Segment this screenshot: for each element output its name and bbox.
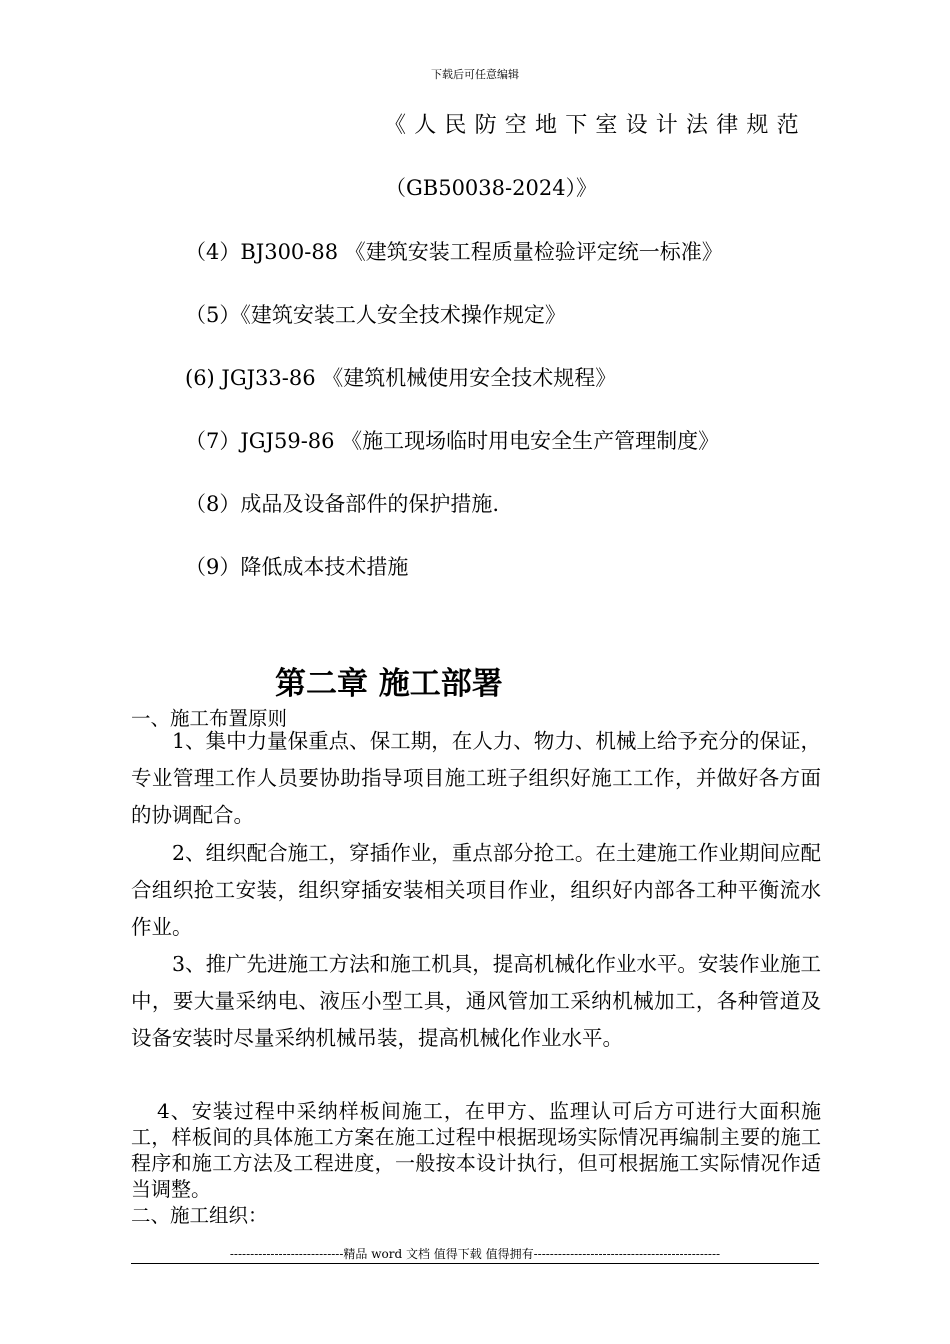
standard-title-line1: 《人民防空地下室设计法律规范 [384,113,807,138]
standard-item-7: （7）JGJ59-86 《施工现场临时用电安全生产管理制度》 [185,429,720,453]
standard-item-5: （5）《建筑安装工人安全技术操作规定》 [185,303,566,327]
footer-text: ----------------------------精品 word 文档 值得下载 值得拥有---------------------------------------------- [229,1247,721,1261]
section-heading-organization: 二、施工组织： [131,1204,268,1227]
standard-item-4: （4）BJ300-88 《建筑安装工程质量检验评定统一标准》 [185,240,723,264]
footer-divider [131,1263,819,1264]
paragraph-3: 3、推广先进施工方法和施工机具，提高机械化作业水平。安装作业施工中，要大量采纳电、液压小型工具，通风管加工采纳机械加工，各种管道及设备安装时尽量采纳机械吊装，提高机械化作业水平。 [131,952,821,1050]
section-heading-principles: 一、施工布置原则 [131,707,288,730]
standard-title-line2: （GB50038-2024）》 [385,176,598,200]
paragraph-1: 1、集中力量保重点、保工期，在人力、物力、机械上给予充分的保证，专业管理工作人员要协助指导项目施工班子组织好施工工作，并做好各方面的协调配合。 [131,729,821,827]
standard-item-6: (6) JGJ33-86 《建筑机械使用安全技术规程》 [185,366,617,390]
standard-item-8: （8）成品及设备部件的保护措施. [185,492,500,516]
chapter-title: 第二章 施工部署 [275,666,503,702]
paragraph-4: 4、安装过程中采纳样板间施工，在甲方、监理认可后方可进行大面积施工，样板间的具体施工方案在施工过程中根据现场实际情况再编制主要的施工程序和施工方法及工程进度，一般按本设计执行，但可根据施工实际情况作适当调整。 [131,1099,821,1201]
paragraph-2: 2、组织配合施工，穿插作业，重点部分抢工。在土建施工作业期间应配合组织抢工安装，组织穿插安装相关项目作业，组织好内部各工种平衡流水作业。 [131,841,821,939]
header-note: 下载后可任意编辑 [431,68,519,81]
standard-item-9: （9）降低成本技术措施 [185,555,409,579]
